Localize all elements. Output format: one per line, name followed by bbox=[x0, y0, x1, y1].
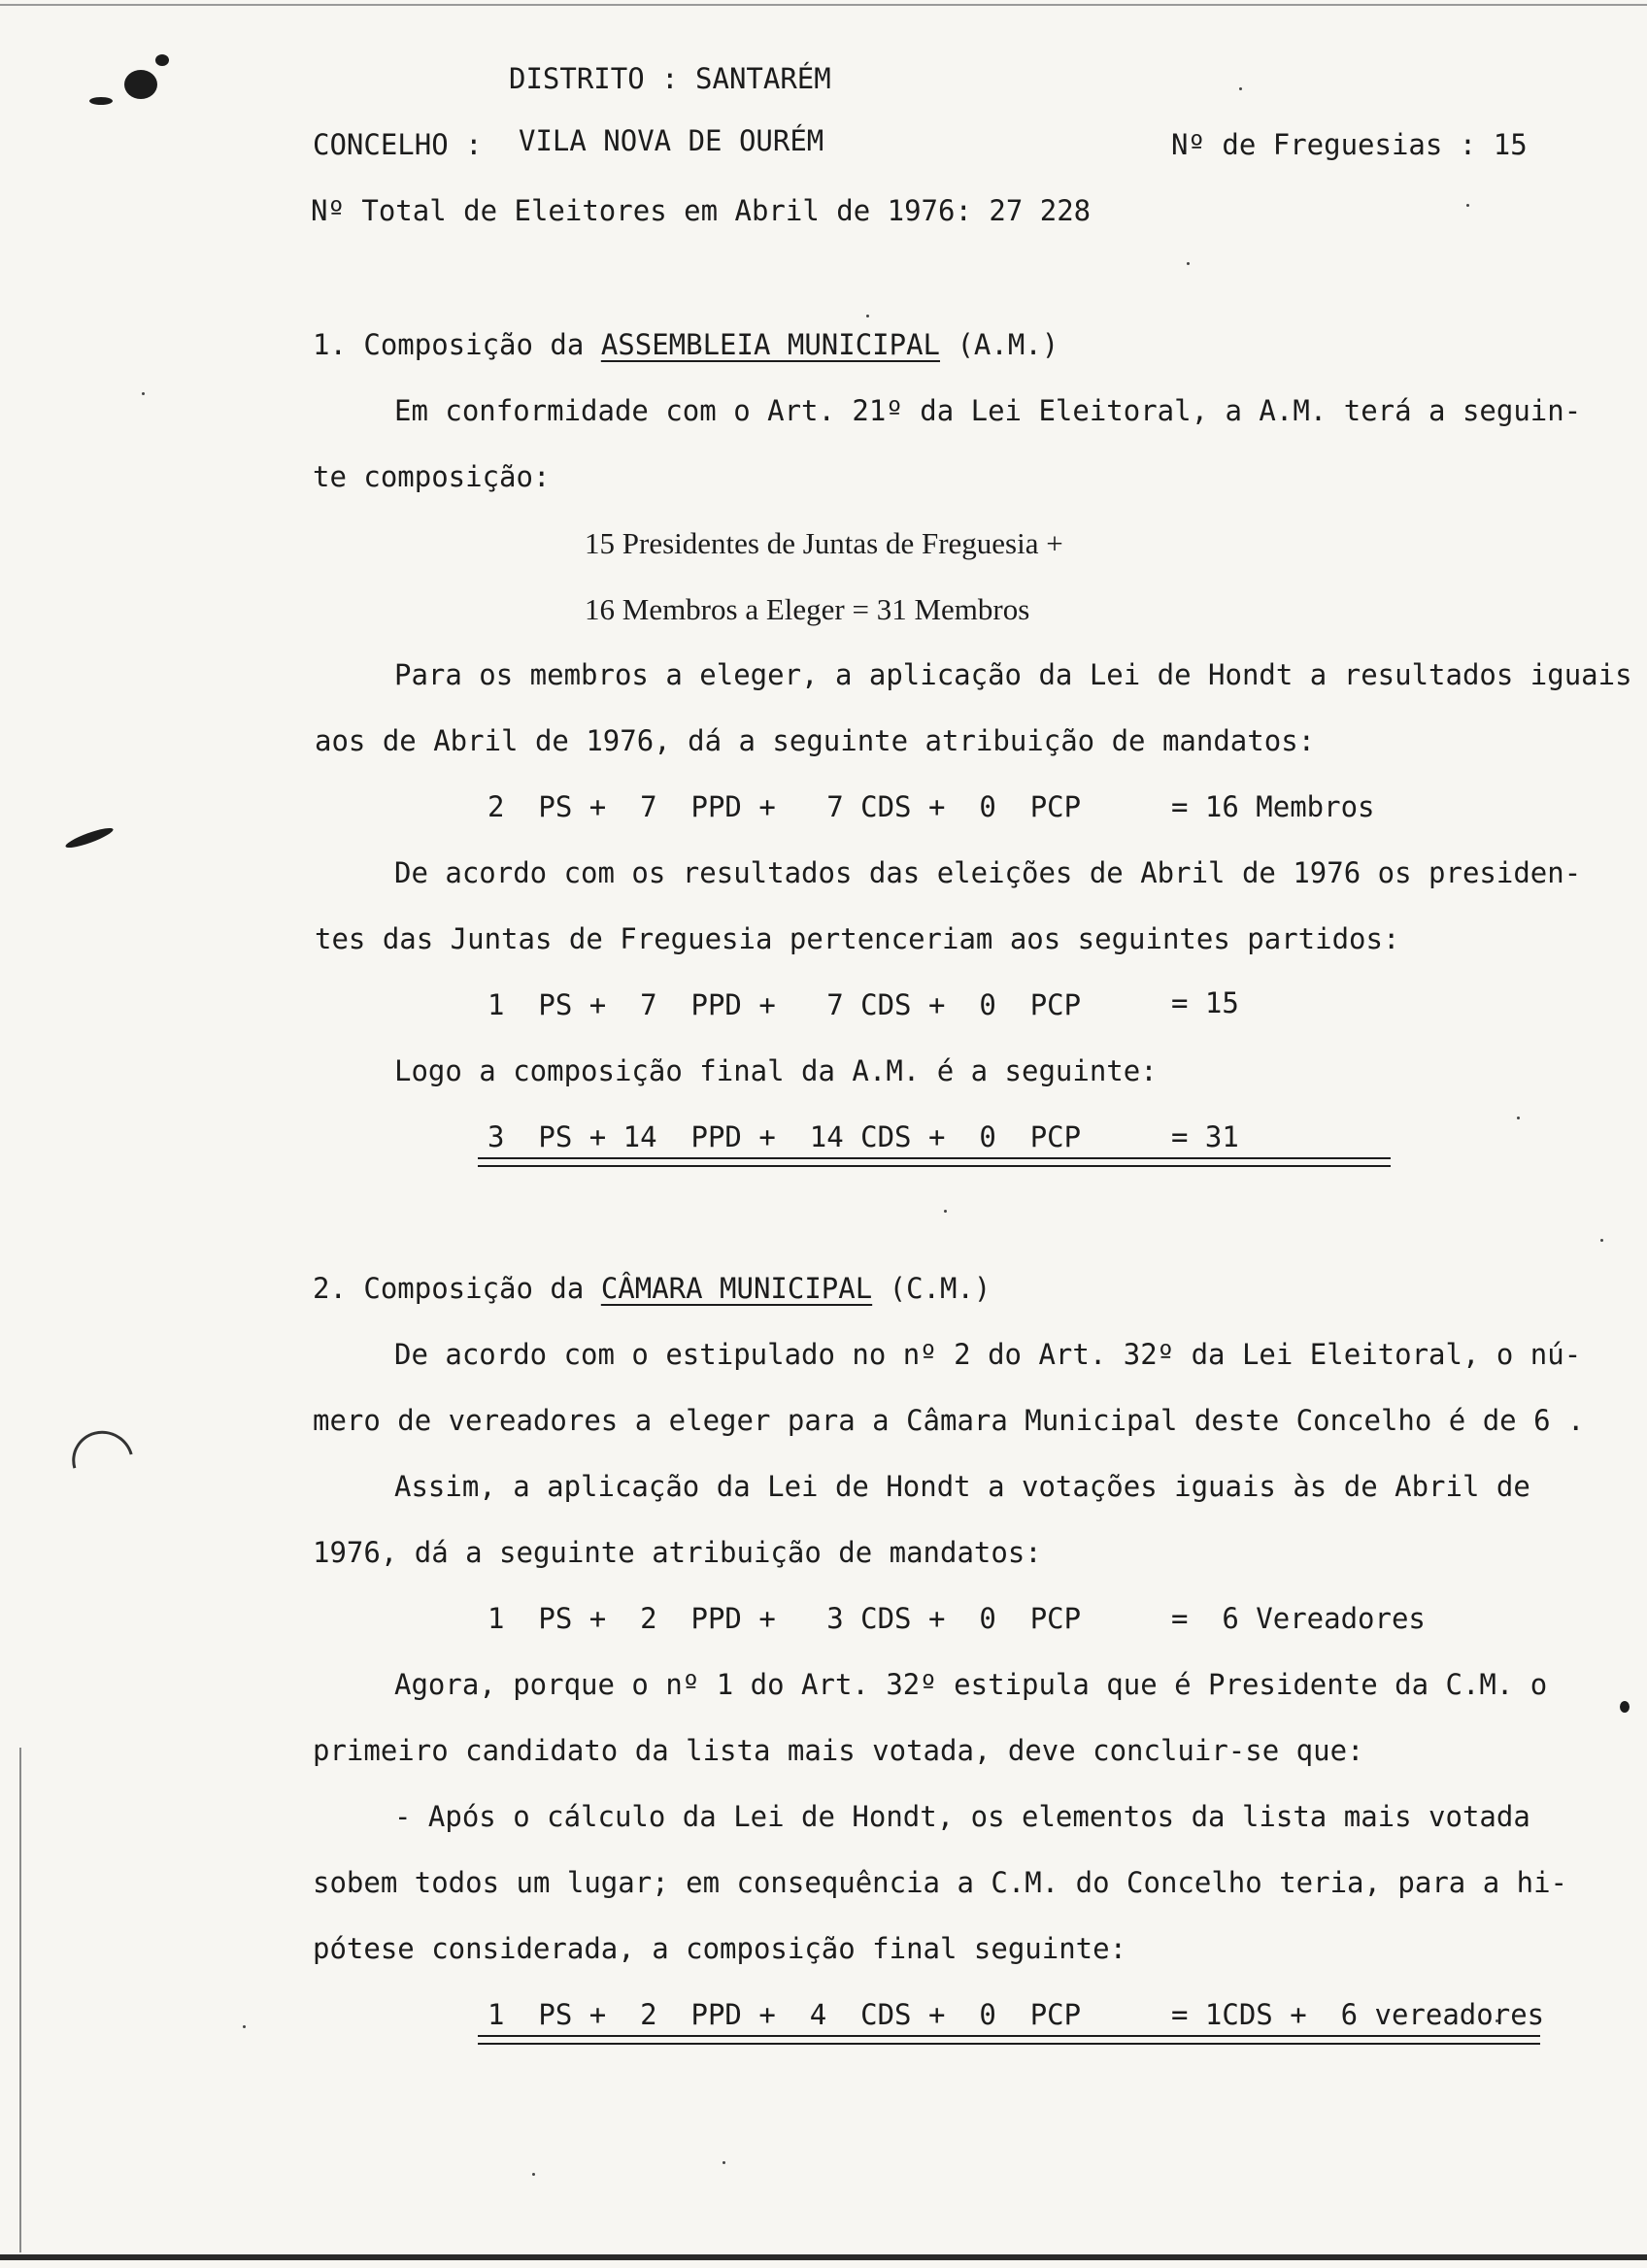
s2-para3-line2: primeiro candidato da lista mais votada, deve concluir-se que: bbox=[313, 1734, 1364, 1767]
concelho-name: VILA NOVA DE OURÉM bbox=[519, 124, 824, 157]
s2-para2-line2: 1976, dá a seguinte atribuição de mandatos: bbox=[313, 1536, 1042, 1569]
s1-para1-line1: Em conformidade com o Art. 21º da Lei Eleitoral, a A.M. terá a seguin- bbox=[394, 394, 1582, 427]
s2-para3-line1: Agora, porque o nº 1 do Art. 32º estipula que é Presidente da C.M. o bbox=[394, 1668, 1548, 1701]
district-line: DISTRITO : SANTARÉM bbox=[509, 62, 831, 95]
s1-para4: Logo a composição final da A.M. é a seguinte: bbox=[394, 1054, 1158, 1087]
s2-total-rule-2 bbox=[478, 2043, 1540, 2045]
section-1-title-underlined: ASSEMBLEIA MUNICIPAL bbox=[600, 328, 941, 361]
s1-formula3-right: = 31 bbox=[1171, 1120, 1239, 1153]
specks bbox=[944, 1210, 947, 1213]
s1-total-rule-2 bbox=[478, 1165, 1391, 1167]
specks bbox=[723, 2161, 725, 2164]
section-2-title bbox=[313, 1272, 991, 1305]
specks bbox=[1466, 204, 1469, 207]
specks bbox=[1600, 1239, 1603, 1242]
scan-bottom-edge bbox=[0, 2254, 1647, 2260]
specks bbox=[142, 392, 145, 395]
total-electors: Nº Total de Eleitores em Abril de 1976: 27 228 bbox=[311, 194, 1092, 227]
section-1-title-prefix: 1. Composição da bbox=[313, 328, 601, 361]
s1-presidentes-line: 15 Presidentes de Juntas de Freguesia + bbox=[585, 526, 1063, 560]
concelho-label: CONCELHO : bbox=[313, 128, 483, 161]
ink-dot-right bbox=[1620, 1701, 1630, 1713]
s1-membros-line: 16 Membros a Eleger = 31 Membros bbox=[585, 592, 1030, 626]
specks bbox=[1187, 262, 1190, 265]
s1-formula1-right: = 16 Membros bbox=[1171, 790, 1375, 823]
specks bbox=[243, 2025, 246, 2028]
s1-formula1-left: 2 PS + 7 PPD + 7 CDS + 0 PCP bbox=[487, 790, 1082, 823]
ink-blot-top-left-small bbox=[155, 54, 169, 66]
section-1-title-suffix: (A.M.) bbox=[940, 328, 1059, 361]
ink-mark-left-middle bbox=[64, 824, 115, 850]
specks bbox=[1517, 1117, 1520, 1119]
s2-para4-line2: sobem todos um lugar; em consequência a C.M. do Concelho teria, para a hi- bbox=[313, 1866, 1568, 1899]
s2-para1-line2: mero de vereadores a eleger para a Câmara Municipal deste Concelho é de 6 . bbox=[313, 1404, 1585, 1437]
scan-top-edge bbox=[0, 4, 1647, 6]
s2-formula2-left: 1 PS + 2 PPD + 4 CDS + 0 PCP bbox=[487, 1998, 1082, 2031]
specks bbox=[1239, 87, 1242, 90]
specks bbox=[532, 2173, 535, 2176]
s1-para2-line2: aos de Abril de 1976, dá a seguinte atribuição de mandatos: bbox=[315, 724, 1316, 757]
s1-formula2-left: 1 PS + 7 PPD + 7 CDS + 0 PCP bbox=[487, 988, 1082, 1021]
s1-formula2-right: = 15 bbox=[1171, 986, 1239, 1019]
ink-blot-top-left-tail bbox=[89, 97, 113, 105]
ink-blot-top-left bbox=[124, 70, 157, 99]
section-1-title bbox=[313, 328, 1059, 361]
s2-para1-line1: De acordo com o estipulado no nº 2 do Art. 32º da Lei Eleitoral, o nú- bbox=[394, 1338, 1582, 1371]
section-2-title-underlined: CÂMARA MUNICIPAL bbox=[600, 1272, 873, 1305]
s2-formula1-right: = 6 Vereadores bbox=[1171, 1602, 1426, 1635]
s2-formula2-right: = 1CDS + 6 vereadores bbox=[1171, 1998, 1545, 2031]
freguesias-count: Nº de Freguesias : 15 bbox=[1171, 128, 1528, 161]
s2-para4-line3: pótese considerada, a composição final seguinte: bbox=[313, 1932, 1127, 1965]
s1-para2-line1: Para os membros a eleger, a aplicação da Lei de Hondt a resultados iguais bbox=[394, 658, 1632, 691]
specks bbox=[866, 315, 869, 317]
s1-para3-line1: De acordo com os resultados das eleições de Abril de 1976 os presiden- bbox=[394, 856, 1582, 889]
s1-para3-line2: tes das Juntas de Freguesia pertenceriam aos seguintes partidos: bbox=[315, 922, 1400, 955]
section-2-title-suffix: (C.M.) bbox=[872, 1272, 992, 1305]
s2-para2-line1: Assim, a aplicação da Lei de Hondt a votações iguais às de Abril de bbox=[394, 1470, 1530, 1503]
s2-total-rule-1 bbox=[478, 2035, 1540, 2037]
s1-para1-line2: te composição: bbox=[313, 460, 551, 493]
s2-para4-line1: - Após o cálculo da Lei de Hondt, os elementos da lista mais votada bbox=[394, 1800, 1530, 1833]
section-2-title-prefix: 2. Composição da bbox=[313, 1272, 601, 1305]
s1-formula3-left: 3 PS + 14 PPD + 14 CDS + 0 PCP bbox=[487, 1120, 1082, 1153]
s1-total-rule-1 bbox=[478, 1157, 1391, 1159]
punch-hole-arc bbox=[61, 1419, 145, 1503]
scan-left-edge bbox=[19, 1748, 21, 2252]
s2-formula1-left: 1 PS + 2 PPD + 3 CDS + 0 PCP bbox=[487, 1602, 1082, 1635]
